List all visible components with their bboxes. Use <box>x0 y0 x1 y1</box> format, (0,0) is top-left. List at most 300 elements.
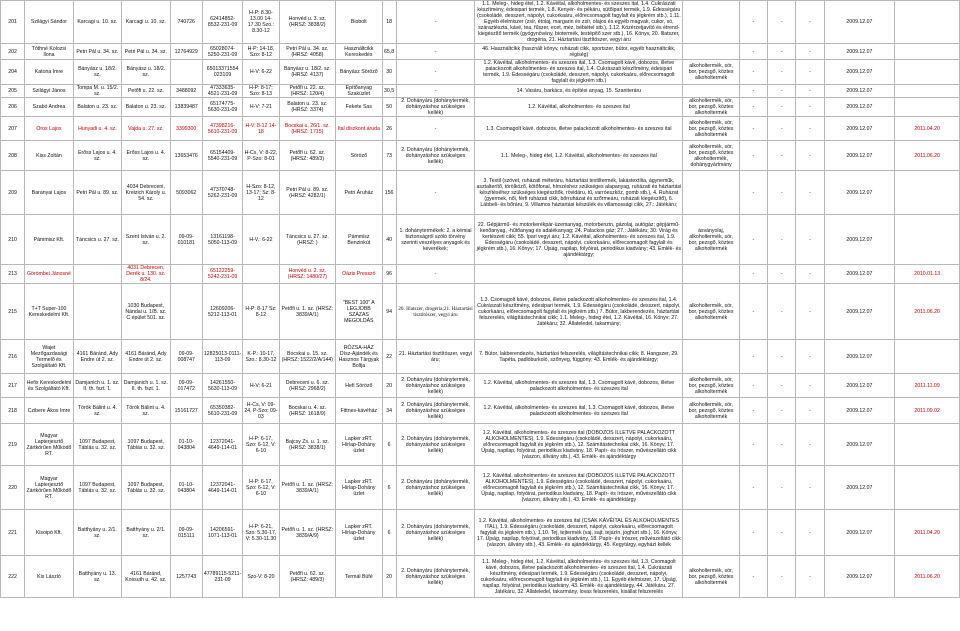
product-list: 1.2. Kávéital, alkoholmentes- és szeszes ital, 1.3. Csomagolt kávé, dobozos, illetve palackozott alkoholmentes- és szeszes ital, 1.4. Cukrászati készítmény, édesipari termék, 1.9. Édességáru (csokoládé, desszert, nápolyi, cukorkaáru, előrecsomagolt fagylalt és jégkrém stb.) <box>475 60 683 85</box>
trader-seat: Hunyadi u. 4. sz. <box>73 117 121 141</box>
excise-goods: alkoholtermék, sör, bor, pezsgő, köztes alkoholtermék <box>683 117 740 141</box>
statistical-number: 14206591-1071-113-01 <box>202 510 242 556</box>
flag-b: - <box>768 510 796 556</box>
flag-b: - <box>768 141 796 171</box>
table-row <box>1 171 960 215</box>
product-list: 1.2. Kávéital, alkoholmentes- és szeszes ital (DOBOZOS ILLETVE PALACKOZOTT ALKOHOLMENTES), 1.9. Édességáru (csokoládé, desszert, nápolyi, cukorkaáru, előrecsomagolt fagylalt és jégkrém stb.), 12. Számítástechnikai cikk, 16. Könyv, 17. Újság, napilap, folyóirat, periodikus kiadvány, 18. Papír- és írószer, művészellátó cikk (vászon, állvány stb.), 43. Emlék- és ajándéktárgy <box>475 424 683 466</box>
excise-goods <box>683 265 740 284</box>
shop-address: Balaton u. 23. sz. (HRSZ: 3374) <box>279 98 336 117</box>
tax-number: 3399300 <box>170 117 202 141</box>
trader-seat: Damjanich u. 1. sz. II. th. fszt. 1. <box>73 374 121 398</box>
shop-name: Építőanyag Szaküzlet <box>336 85 382 98</box>
flag-a: - <box>739 60 767 85</box>
reg-no: 220 <box>1 466 25 510</box>
shop-address: Petőfi u. 1. sz. (HRSZ: 3839/A/1) <box>279 466 336 510</box>
modification-date <box>895 215 960 265</box>
registration-date: 2009.12.07 <box>824 284 895 340</box>
table-row <box>1 340 960 374</box>
licensed-goods: - <box>396 60 475 85</box>
table-row <box>1 556 960 598</box>
statistical-number: 12372041-4649-114-01 <box>202 466 242 510</box>
flag-a: - <box>739 44 767 60</box>
flag-b: - <box>768 424 796 466</box>
trader-name: Oros Lajos <box>25 117 73 141</box>
flag-b: - <box>768 265 796 284</box>
shop-name: Oázis Presszó <box>336 265 382 284</box>
excise-goods: alkoholtermék, sör, bor, pezsgő, köztes alkoholtermék <box>683 398 740 424</box>
product-list: 1.2. Kávéital, alkoholmentes- és szeszes ital (CSAK KÁVÉITAL ÉS ALKOHOLMENTES ITAL), 1.9. Édességáru (csokoládé, desszert, nápolyi, cukorkaáru, előrecsomagolt fagylalt és jégkrém stb.), 1.10. Tej, tejtermék (vaj, sajt, tejszín, joghurt stb.), 16. Könyv, 17. Újság, napilap, folyóirat, periodikus kiadvány, 18. Papír- és írószer, művészellátó cikk (vászon, állvány stb.), 43. Emlék- és ajándéktárgy, 45. Kegytárgy, egyházi kellék <box>475 510 683 556</box>
shop-name: RÓZSA-HÁZ Dísz-Ajándék és Hasznos Tárgyak Boltja <box>336 340 382 374</box>
trader-site: Karcagi u. 10. sz. <box>122 1 170 44</box>
trader-seat: 1097 Budapest, Táblás u. 32. sz. <box>73 424 121 466</box>
tax-number: 740726 <box>170 1 202 44</box>
excise-goods <box>683 85 740 98</box>
modification-date: 2010.01.13 <box>895 265 960 284</box>
flag-c: - <box>796 44 824 60</box>
licensed-goods: 2. Dohányáru (dohánytermék, dohányzáshoz szükséges kellék) <box>396 398 475 424</box>
excise-goods: alkoholtermék, sör, bor, pezsgő, köztes alkoholtermék <box>683 60 740 85</box>
floor-area: 156 <box>382 171 396 215</box>
trader-name: T+T Super-100 Kereskedelmi Kft. <box>25 284 73 340</box>
flag-b: - <box>768 44 796 60</box>
tax-number <box>170 284 202 340</box>
flag-a: - <box>739 215 767 265</box>
reg-no: 217 <box>1 374 25 398</box>
flag-b: - <box>768 1 796 44</box>
tax-number: 01-10-043804 <box>170 424 202 466</box>
product-list: 1.3. Csomagolt kávé, dobozos, illetve palackozott alkoholmentes- és szeszes ital <box>475 117 683 141</box>
flag-c: - <box>796 340 824 374</box>
tax-number: 15161727 <box>170 398 202 424</box>
floor-area: 18 <box>382 1 396 44</box>
trader-name: Szabó Andrea <box>25 98 73 117</box>
flag-b: - <box>768 98 796 117</box>
table-row <box>1 117 960 141</box>
shop-address: Debreceni u. 6. sz. (HRSZ: 2968/2) <box>279 374 336 398</box>
table-row <box>1 141 960 171</box>
trader-seat <box>73 265 121 284</box>
shop-name: Biobolt <box>336 1 382 44</box>
trader-site: Balaton u. 23. sz. <box>122 98 170 117</box>
trader-site: 4034 Debreceni, Kreizich Károly u. 54. sz. <box>122 171 170 215</box>
trader-site: Petri Pál u. 34. sz. <box>122 44 170 60</box>
registration-date: 2009.12.07 <box>824 171 895 215</box>
reg-no: 213 <box>1 265 25 284</box>
trader-name: Görömbei Jánosné <box>25 265 73 284</box>
registration-date: 2009.12.07 <box>824 265 895 284</box>
trader-seat: Batthyány u. 13. sz. <box>73 556 121 598</box>
modification-date: 2011.04.20 <box>895 510 960 556</box>
floor-area: 26 <box>382 117 396 141</box>
licensed-goods: 2. Dohányáru (dohánytermék, dohányzáshoz szükséges kellék) <box>396 141 475 171</box>
tax-number: 5093062 <box>170 171 202 215</box>
trader-seat: Bányász u. 18/2. sz. <box>73 60 121 85</box>
reg-no: 207 <box>1 117 25 141</box>
floor-area: 20 <box>382 374 396 398</box>
flag-a: - <box>739 85 767 98</box>
opening-hours: H-P: 6-17, Szo: 6-12, V: 6-10 <box>243 424 279 466</box>
modification-date <box>895 85 960 98</box>
opening-hours: H-V.: 6-22 <box>243 215 279 265</box>
product-list: 1.1. Meleg-, hideg étel, 1.2. Kávéital, alkoholmentes- és szeszes ital, 1.4. Cukrászati készítmény, édesipari termék, 1.8. Kenyér- és pékáru, sütőipari termék, 1.9. Édességáru (csokoládé, desszert, nápolyi, cukorkaáru, előrecsomagolt fagylalt és jégkrém stb.), 1.11. Egyéb élelmiszer (zsír, étolaj, margarin és zsír, olajos és egyéb magvak, cukor, só, száraztészta, kávé, tea, fűszer, ecet, méz, bébiétel stb.), 1.12. Közérzetjavító és étrend-kiegészítő termék (gyógynövény, biotermék, testépítő szer stb.), 16. Könyv, 20. Illatszer, drogéria, 21. Háztartási tisztítószer, vegyi áru <box>475 1 683 44</box>
flag-a: - <box>739 1 767 44</box>
tax-number: 09-09-015111 <box>170 510 202 556</box>
flag-b: - <box>768 85 796 98</box>
flag-a: - <box>739 171 767 215</box>
registration-date: 2009.12.07 <box>824 398 895 424</box>
table-row <box>1 60 960 85</box>
floor-area: 6 <box>382 424 396 466</box>
product-list: 1.2. Kávéital, alkoholmentes- és szeszes ital, 1.3. Csomagolt kávé, dobozos, illetve palackozott alkoholmentes- és szeszes ital <box>475 374 683 398</box>
modification-date <box>895 44 960 60</box>
reg-no: 218 <box>1 398 25 424</box>
licensed-goods: 2. Dohányáru (dohánytermék, dohányzáshoz szükséges kellék) <box>396 424 475 466</box>
tax-number: 01-10-043804 <box>170 466 202 510</box>
trader-site: Bányász u. 18/2. sz. <box>122 60 170 85</box>
statistical-number: 65154409-5540-231-09 <box>202 141 242 171</box>
opening-hours: H-P: 14-18, Szo: 8-12 <box>243 44 279 60</box>
flag-c: - <box>796 374 824 398</box>
flag-c: - <box>796 556 824 598</box>
reg-no: 221 <box>1 510 25 556</box>
flag-a: - <box>739 117 767 141</box>
registration-date: 2009.12.07 <box>824 98 895 117</box>
shop-address: Petőfi u. 1. sz. (HRSZ: 3839/A/9) <box>279 510 336 556</box>
trader-seat: 1097 Budapest, Táblás u. 32. sz. <box>73 466 121 510</box>
flag-a: - <box>739 510 767 556</box>
trader-name: Katona Imre <box>25 60 73 85</box>
modification-date: 2011.11.09 <box>895 374 960 398</box>
opening-hours <box>243 265 279 284</box>
shop-name: Lapker zRT. Hírlap-Dohány üzlet <box>336 510 382 556</box>
tax-number: 09-09-008747 <box>170 340 202 374</box>
opening-hours: H-Cs, V: 8-22, P-Szo: 8-01 <box>243 141 279 171</box>
product-list: 1.2. Kávéital, alkoholmentes- és szeszes ital <box>475 98 683 117</box>
product-list: 1.3. Csomagolt kávé, dobozos, illetve palackozott alkoholmentes- és szeszes ital, 1.4. Cukrászati készítmény, édesipari termék, 1.9. Édességáru (csokoládé, desszert, nápolyi, cukorkaáru, előrecsomagolt fagylalt és jégkrém stb.) 7. Bútor, lakberendezés, háztartási felszerelés, világítástechnikai cikk; 1.1. Meleg-, hideg étel, 1.2. Kávéital, 16. Könyv; 27. Játékáru; 32. Állateledel, takarmány; <box>475 284 683 340</box>
registration-date: 2009.12.07 <box>824 141 895 171</box>
shop-name: Hefi Söröző <box>336 374 382 398</box>
modification-date: 2011.06.20 <box>895 556 960 598</box>
modification-date <box>895 466 960 510</box>
product-list: 46. Használtcikk (használt könyv, ruházati cikk, sportszer, bútor, egyéb használtcikk, régiség) <box>475 44 683 60</box>
modification-date: 2011.06.20 <box>895 284 960 340</box>
table-row <box>1 510 960 556</box>
product-list <box>475 265 683 284</box>
modification-date: 2011.09.02 <box>895 398 960 424</box>
shop-address: Bocskai u. 15. sz. (HRSZ: 1522/2/A/144) <box>279 340 336 374</box>
floor-area: 6 <box>382 466 396 510</box>
shop-address: Honvéd u. 3. sz. (HRSZ: 3838/2) <box>279 1 336 44</box>
trader-site: Petőfi u. 22. sz. <box>122 85 170 98</box>
flag-a: - <box>739 424 767 466</box>
product-list: 7. Bútor, lakberendezés, háztartási felszerelés, világítástechnikai cikk; 8. Hangszer, 29. Tapéta, padlóburkoló, szőnyeg, függöny; 43. Emlék- és ajándéktárgy; <box>475 340 683 374</box>
excise-goods: alkoholtermék, sör, bor, pezsgő, köztes alkoholtermék <box>683 556 740 598</box>
opening-hours: H-Szo: 8-12, 13-17; Sz: 8-12 <box>243 171 279 215</box>
registration-date: 2009.12.07 <box>824 44 895 60</box>
reg-no: 206 <box>1 98 25 117</box>
table-row <box>1 44 960 60</box>
flag-a: - <box>739 398 767 424</box>
trader-name: Baranyai Lajos <box>25 171 73 215</box>
opening-hours: H-V: 8-12 14-18 <box>243 117 279 141</box>
excise-goods: alkoholtermék, sör, bor, pezsgő, köztes alkoholtermék <box>683 374 740 398</box>
shop-address: Táncsics u. 27. sz. (HRSZ: ) <box>279 215 336 265</box>
trader-site: Damjanich u. 1. sz. II. th. fszt. 1. <box>122 374 170 398</box>
opening-hours: H-P: 8-17 Sz: 8-12 <box>243 284 279 340</box>
modification-date <box>895 1 960 44</box>
trader-seat: Török Bálint u. 4. sz. <box>73 398 121 424</box>
shop-address: Petőfi u. 62. sz. (HRSZ: 489/3) <box>279 141 336 171</box>
shop-name: Termál Büfé <box>336 556 382 598</box>
flag-a: - <box>739 141 767 171</box>
excise-goods: alkoholtermék, sör, bor, pezsgő, köztes alkoholtermék, dohánygyártmány <box>683 141 740 171</box>
statistical-number: 65174775-5630-231-09 <box>202 98 242 117</box>
registration-date: 2009.12.07 <box>824 466 895 510</box>
flag-b: - <box>768 556 796 598</box>
flag-c: - <box>796 398 824 424</box>
floor-area: 40 <box>382 215 396 265</box>
trader-name: Szilágyi János <box>25 85 73 98</box>
shop-name: Lapker zRT. Hírlap-Dohány üzlet <box>336 424 382 466</box>
shop-address: Petőfi u. 22. sz. (HRSZ: 120/4) <box>279 85 336 98</box>
reg-no: 209 <box>1 171 25 215</box>
table-row <box>1 374 960 398</box>
flag-b: - <box>768 398 796 424</box>
modification-date <box>895 424 960 466</box>
flag-a: - <box>739 284 767 340</box>
trader-name: Tóthné Kolozsi Ilona <box>25 44 73 60</box>
flag-a: - <box>739 265 767 284</box>
table-row <box>1 424 960 466</box>
flag-c: - <box>796 215 824 265</box>
registration-date: 2009.12.07 <box>824 510 895 556</box>
statistical-number: 12372041-4649-114-01 <box>202 424 242 466</box>
trader-seat: Karcagi u. 10. sz. <box>73 1 121 44</box>
floor-area: 96 <box>382 265 396 284</box>
licensed-goods: - <box>396 85 475 98</box>
licensed-goods: 2. Dohányáru (dohánytermék, dohányzáshoz szükséges kellék) <box>396 466 475 510</box>
registration-date: 2009.12.07 <box>824 424 895 466</box>
tax-number: 09-09-010181 <box>170 215 202 265</box>
modification-date: 2011.04.20 <box>895 117 960 141</box>
opening-hours: H-P: 8.30-13.00 14-17.30 Szo.: 8.30-12 <box>243 1 279 44</box>
reg-no: 215 <box>1 284 25 340</box>
tax-number: 13839487 <box>170 98 202 117</box>
statistical-number: 65122259-5242-231-09 <box>202 265 242 284</box>
trader-seat: Petri Pál u. 34. sz. <box>73 44 121 60</box>
flag-c: - <box>796 1 824 44</box>
statistical-number: 65350382-5610-231-09 <box>202 398 242 424</box>
trader-site: Vajda u. 27. sz. <box>122 117 170 141</box>
table-row <box>1 284 960 340</box>
shop-name: Lapker zRT. Hírlap-Dohány üzlet <box>336 466 382 510</box>
shop-name: Használtcikk Kereskedés <box>336 44 382 60</box>
reg-no: 204 <box>1 60 25 85</box>
trader-name: Hefix Kereskedelmi és Szolgáltató Kft. <box>25 374 73 398</box>
shop-name: Pámmisz Benzinkút <box>336 215 382 265</box>
shop-address: Bocskai u. 26/1. sz. (HRSZ: 1715) <box>279 117 336 141</box>
flag-a: - <box>739 340 767 374</box>
flag-b: - <box>768 374 796 398</box>
flag-c: - <box>796 510 824 556</box>
excise-goods: alkoholtermék, sör, bor, pezsgő, köztes alkoholtermék <box>683 98 740 117</box>
product-list: 22. Gépjármű- és motorkerékpár-üzemanyag, motorbenzin, gázolaj, autógáz; gépjármű-kenőanyag, -hűtőanyag és adalékanyag; 24. Palackos gáz; 27.: Játékáru; 30. Virág és kertészeti cikk; 55. Ipari vegyi áru; 1.2. Kávéital, alkoholmentes- és szeszes ital, 1.9. Édességáru (csokoládé, desszert, nápolyi, cukorkaáru, előrecsomagolt fagylalt és jégkrém stb.), 16. Könyv; 17. Újság, napilap, folyóirat, periodikus kiadvány; 43. Emlék- és ajándéktárgy; <box>475 215 683 265</box>
excise-goods <box>683 466 740 510</box>
trader-site: Szent István u. 2. sz. <box>122 215 170 265</box>
shop-address: Petri Pál u. 34. sz. (HRSZ: 4058) <box>279 44 336 60</box>
tax-number <box>170 60 202 85</box>
tax-number: 12764929 <box>170 44 202 60</box>
shop-address: Honvéd u. 2. sz. (HRSZ: 1480/27) <box>279 265 336 284</box>
excise-goods <box>683 44 740 60</box>
licensed-goods: - <box>396 44 475 60</box>
flag-b: - <box>768 171 796 215</box>
flag-c: - <box>796 466 824 510</box>
opening-hours: Szo-V: 8-20 <box>243 556 279 598</box>
statistical-number: 12609206-5212-113-01 <box>202 284 242 340</box>
opening-hours: H-P: 6-21, Szo: 5.30-17, V: 5.30-11.30 <box>243 510 279 556</box>
licensed-goods: 2. Dohányáru (dohánytermék, dohányzáshoz szükséges kellék) <box>396 510 475 556</box>
product-list: 1.1. Meleg-, hideg étel, 1.2. Kávéital, alkoholmentes- és szeszes ital, 1.3. Csomagolt kávé, dobozos, illetve palackozott alkoholmentes- és szeszes ital, 1.4. Cukrászati készítmény, édesipari termék, 1.9. Édességáru (csokoládé, desszert, nápolyi, cukorkaáru, előrecsomagolt fagylalt és jégkrém stb.), 11. Egyéb élelmiszer, 17. Újság, napilap, folyóirat, periodikus kiadvány, 43. Emlék- és ajándéktárgy, 44. Játékáru, 27. Játékáru, 32. Állateledel, takarmány, lovas felszerelés, kisállat felszerelés <box>475 556 683 598</box>
trader-seat <box>73 284 121 340</box>
opening-hours: H-Cs, V: 09-24, P-Szo: 09-03 <box>243 398 279 424</box>
trader-site: 1097 Budapest, Táblás u. 32. sz. <box>122 466 170 510</box>
statistical-number: 14261550-5630-113-09 <box>202 374 242 398</box>
opening-hours: K-P.: 10-17, Szo.: 8.30-12 <box>243 340 279 374</box>
shop-address: Petőfi u. 1. sz. (HRSZ: 3839/A/1) <box>279 284 336 340</box>
registration-date: 2009.12.07 <box>824 60 895 85</box>
flag-c: - <box>796 98 824 117</box>
floor-area: 65,8 <box>382 44 396 60</box>
modification-date <box>895 60 960 85</box>
licensed-goods: 2. Dohányáru (dohánytermék, dohányzáshoz szükséges kellék) <box>396 374 475 398</box>
trader-site: 4031 Debrecen, Derék u. 130. sz. 8/24. <box>122 265 170 284</box>
opening-hours: H-P: 6-17, Szo: 6-12, V: 6-10 <box>243 466 279 510</box>
modification-date <box>895 340 960 374</box>
shop-name: Ital diszkont áruda <box>336 117 382 141</box>
registration-date: 2009.12.07 <box>824 374 895 398</box>
trader-site: 4161 Báránd, Ady Endre út 2. sz. <box>122 340 170 374</box>
floor-area: 6 <box>382 510 396 556</box>
statistical-number: 62414852-8532-231-09 <box>202 1 242 44</box>
product-list: 3. Textil (szövet, ruházati méteráru, háztartási textiltermék, lakástextília, ágyneműk, asztalterítő, törölköző, kötőfonal, hímzéshez szükséges alapanyag, ruházati és háztartási készítéséhez szükséges kiegészítők, rövidáru, tű, varróeszköz, gomb stb.), 4. Ruházat (gyermek, női, férfi ruházati cikk, bőrruházat és szőrmeáru, ruházati kiegészítő), 6. Lábbeli- és bőráru, 9. Villamos háztartási készülék és villamossági cikk, 27.: Játékáru; <box>475 171 683 215</box>
table-row <box>1 215 960 265</box>
excise-goods <box>683 1 740 44</box>
trader-site: 4161 Báránd, Kossuth u. 42. sz. <box>122 556 170 598</box>
excise-goods: ásványolaj, alkoholtermék, sör, bor, pezsgő, köztes alkoholtermék <box>683 215 740 265</box>
flag-c: - <box>796 265 824 284</box>
excise-goods <box>683 510 740 556</box>
floor-area: 50 <box>382 98 396 117</box>
licensed-goods: - <box>396 1 475 44</box>
statistical-number: 47789115-5211-231-09 <box>202 556 242 598</box>
modification-date <box>895 171 960 215</box>
licensed-goods: - <box>396 171 475 215</box>
reg-no: 210 <box>1 215 25 265</box>
trader-name: Kis László <box>25 556 73 598</box>
flag-a: - <box>739 556 767 598</box>
trader-site: 1030 Budapest, Nándai u. 1/B. sz. C épület 501. sz. <box>122 284 170 340</box>
flag-a: - <box>739 466 767 510</box>
registration-date: 2009.12.07 <box>824 85 895 98</box>
floor-area: 22 <box>382 340 396 374</box>
table-row <box>1 466 960 510</box>
trader-name: Magyar Lapterjesztő Zártkörűen Működő RT. <box>25 466 73 510</box>
trader-seat: Balaton u. 23. sz. <box>73 98 121 117</box>
trader-site: Török Bálint u. 4. sz. <box>122 398 170 424</box>
trader-seat: Petri Pál u. 89. sz. <box>73 171 121 215</box>
licensed-goods: 1. dohánytermékek: 2. a kémiai biztonságról szóló törvény szerinti veszélyes anyagok és keverékek; <box>396 215 475 265</box>
product-list: 14. Vasáru, barkács, és építési anyag, 15. Szaniteráru <box>475 85 683 98</box>
table-row <box>1 265 960 284</box>
trader-seat: Tompa M. u. 15/2. sz. <box>73 85 121 98</box>
licensed-goods: 20. Illatszer, drogéria;21. Háztartási tisztítószer, vegyi áru <box>396 284 475 340</box>
tax-number: 3488092 <box>170 85 202 98</box>
licensed-goods: 2. Dohányáru (dohánytermék, dohányzáshoz szükséges kellék) <box>396 98 475 117</box>
licensed-goods: - <box>396 265 475 284</box>
flag-a: - <box>739 98 767 117</box>
shop-address: Petri Pál u. 89. sz. (HRSZ: 4282/1) <box>279 171 336 215</box>
floor-area: 73 <box>382 141 396 171</box>
reg-no: 202 <box>1 44 25 60</box>
registration-date: 2009.12.07 <box>824 340 895 374</box>
opening-hours: H-V: 6-22 <box>243 60 279 85</box>
statistical-number: 47398216-5610-231-09 <box>202 117 242 141</box>
shop-address: Bocskai u. 4. sz. (HRSZ: 1618/9) <box>279 398 336 424</box>
shop-address: Bajcsy Zs. u. 1. sz. (HRSZ: 3838/1) <box>279 424 336 466</box>
table-row <box>1 98 960 117</box>
trader-seat: 4161 Báránd, Ady Endre út 2. sz. <box>73 340 121 374</box>
reg-no: 216 <box>1 340 25 374</box>
floor-area: 30 <box>382 60 396 85</box>
opening-hours: H-P: 8-17; Szo: 8-13 <box>243 85 279 98</box>
tax-number: 13653476 <box>170 141 202 171</box>
excise-goods <box>683 340 740 374</box>
trader-seat: Táncsics u. 27. sz. <box>73 215 121 265</box>
statistical-number: 47370748-5262-231-09 <box>202 171 242 215</box>
trader-site: Erőss Lajos u. 4. sz. <box>122 141 170 171</box>
flag-b: - <box>768 340 796 374</box>
reg-no: 222 <box>1 556 25 598</box>
shop-address: Bányász u. 18/2. sz.(HRSZ: 4137) <box>279 60 336 85</box>
statistical-number: 47333635-4521-231-09 <box>202 85 242 98</box>
flag-b: - <box>768 466 796 510</box>
product-list: 1.1. Meleg-, hideg étel, 1.2. Kávéital, alkoholmentes- és szeszes ital <box>475 141 683 171</box>
registration-date: 2009.12.07 <box>824 1 895 44</box>
licensed-goods: 21. Háztartási tisztítószer, vegyi áru; <box>396 340 475 374</box>
modification-date <box>895 98 960 117</box>
trader-name: Kiss Zoltán <box>25 141 73 171</box>
registration-date: 2009.12.07 <box>824 215 895 265</box>
flag-b: - <box>768 284 796 340</box>
floor-area: 30,5 <box>382 85 396 98</box>
excise-goods <box>683 424 740 466</box>
product-list: 1.2. Kávéital, alkoholmentes- és szeszes ital (DOBOZOS ILLETVE PALACKOZOTT ALKOHOLMENTES), 1.9. Édességáru (csokoládé, desszert, nápolyi, cukorkaáru, előrecsomagolt fagylalt és jégkrém stb.), 12. Számítástechnikai cikk, 16. Könyv, 17. Újság, napilap, folyóirat, periodikus kiadvány, 18. Papír- és írószer, művészellátó cikk (vászon, állvány stb.), 43. Emlék- és ajándéktárgy <box>475 466 683 510</box>
flag-c: - <box>796 60 824 85</box>
trader-name: Magyar Lapterjesztő Zártkörűen Működő RT. <box>25 424 73 466</box>
reg-no: 205 <box>1 85 25 98</box>
statistical-number: 65028074-5250-231-09 <box>202 44 242 60</box>
statistical-number: 13161198-5050-113-09 <box>202 215 242 265</box>
shop-name: Fekete Sas <box>336 98 382 117</box>
licensed-goods: - <box>396 117 475 141</box>
opening-hours: H-V: 7-21 <box>243 98 279 117</box>
reg-no: 201 <box>1 1 25 44</box>
trader-site: Batthyány u. 2/1. sz. <box>122 510 170 556</box>
excise-goods: alkoholtermék, sör, bor, pezsgő, köztes alkoholtermék <box>683 284 740 340</box>
flag-c: - <box>796 85 824 98</box>
tax-number: 1257743 <box>170 556 202 598</box>
